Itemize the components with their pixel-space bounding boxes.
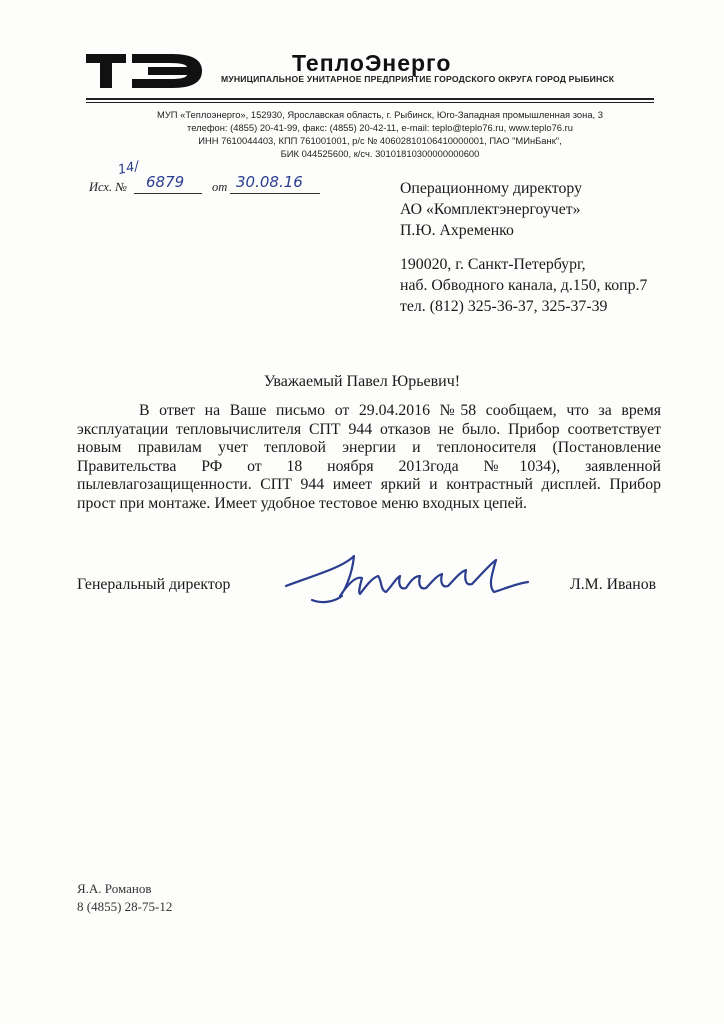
ref-number-underline [134, 193, 202, 194]
header-rule [86, 98, 654, 100]
contact-line: БИК 044525600, к/сч. 30101810300000000600 [280, 148, 480, 159]
company-name: ТеплоЭнерго [292, 50, 452, 76]
ref-date-label: от [212, 180, 228, 194]
contact-line: ИНН 7610044403, КПП 761001001, р/с № 40602810106410000001, ПАО "МИнБанк", [198, 135, 562, 146]
ref-date-underline [230, 193, 320, 194]
contact-line: МУП «Теплоэнерго», 152930, Ярославская область, г. Рыбинск, Юго-Западная промышленная зона, 3 [157, 109, 603, 120]
letter-paragraph: В ответ на Ваше письмо от 29.04.2016 №58 сообщаем, что за время эксплуатации тепловычислителя СПТ 944 отказов не было. Прибор соответствует новым правилам учет тепловой энергии и теплоносителя (Постановление Правительства РФ от 18 ноября 2013года №1034), заявленной пылевлагозащищенности. СПТ 944 имеет яркий и контрастный дисплей. Прибор прост при монтаже. Имеет удобное тестовое меню входных цепей. [77, 402, 661, 512]
addressee-line: П.Ю. Ахременко [400, 222, 514, 239]
addressee-line: Операционному директору [400, 180, 582, 197]
address-line: тел. (812) 325-36-37, 325-37-39 [400, 298, 608, 315]
header-rule-thin [86, 102, 654, 103]
address-line: 190020, г. Санкт-Петербург, [400, 256, 586, 273]
addressee-block [400, 178, 582, 241]
ref-number: 6879 [146, 173, 185, 191]
company-logo-icon [86, 54, 202, 88]
executor-phone: 8 (4855) 28-75-12 [77, 899, 173, 914]
handwritten-signature-icon [282, 546, 552, 608]
signatory-title: Генеральный директор [77, 576, 231, 593]
executor-info [77, 880, 172, 916]
addressee-address [400, 254, 647, 317]
company-subtitle: МУНИЦИПАЛЬНОЕ УНИТАРНОЕ ПРЕДПРИЯТИЕ ГОРОДСКОГО ОКРУГА ГОРОД РЫБИНСК [221, 74, 615, 84]
contact-line: телефон: (4855) 20-41-99, факс: (4855) 20-42-11, e-mail: teplo@teplo76.ru, www.teplo76.ru [187, 122, 573, 133]
ref-date: 30.08.16 [236, 173, 303, 191]
signatory-name: Л.М. Иванов [570, 576, 657, 593]
company-contacts [100, 108, 660, 160]
address-line: наб. Обводного канала, д.150, копр.7 [400, 277, 648, 294]
addressee-line: АО «Комплектэнергоучет» [400, 201, 581, 218]
ref-number-label: Исх. № [89, 180, 127, 194]
letter-body [77, 402, 661, 514]
letter-greeting: Уважаемый Павел Юрьевич! [263, 373, 461, 390]
ref-handwritten-prefix: 14/ [116, 158, 141, 179]
executor-name: Я.А. Романов [77, 881, 152, 896]
